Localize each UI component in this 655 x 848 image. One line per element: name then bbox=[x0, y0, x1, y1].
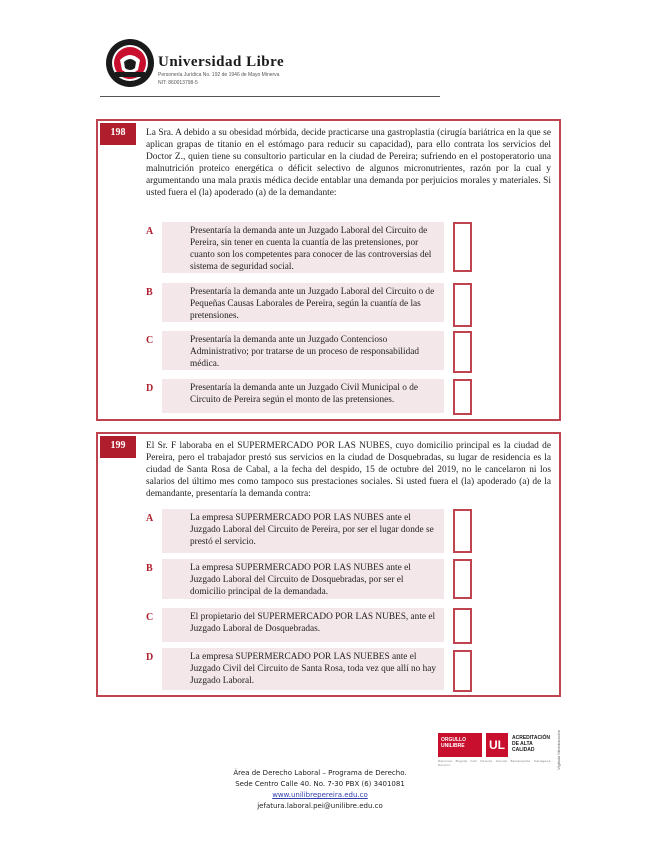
option-letter: A bbox=[146, 226, 154, 237]
option-letter: D bbox=[146, 652, 154, 663]
option-text: La empresa SUPERMERCADO POR LAS NUBES ante el Juzgado Laboral del Circuito de Dosquebradas, por ser el domicilio principal de la demandada. bbox=[190, 563, 411, 597]
campuses-line: Nacional · Bogotá · Cali · Pereira · Cúcuta · Barranquilla · Cartagena · Socorro bbox=[438, 759, 553, 767]
question-199 bbox=[96, 432, 561, 697]
option-a[interactable] bbox=[146, 509, 444, 553]
footer-area: Área de Derecho Laboral – Programa de Derecho. bbox=[233, 769, 407, 777]
option-letter: D bbox=[146, 383, 154, 394]
brand-name: Universidad Libre bbox=[158, 54, 285, 70]
university-seal-logo bbox=[105, 38, 155, 88]
answer-box-a[interactable] bbox=[453, 222, 472, 272]
answer-box-d[interactable] bbox=[453, 650, 472, 692]
option-a[interactable] bbox=[146, 222, 444, 273]
page-footer bbox=[190, 768, 450, 812]
accreditation-logo bbox=[512, 735, 556, 753]
option-b[interactable] bbox=[146, 559, 444, 599]
accreditation-line2: DE ALTA CALIDAD bbox=[512, 741, 535, 753]
brand-sub-line1: Personería Jurídica No. 192 de 1946 de Mayo Minerva bbox=[158, 72, 280, 78]
footer-email[interactable]: jefatura.laboral.pei@unilibre.edu.co bbox=[257, 802, 383, 810]
page-header bbox=[100, 34, 440, 100]
question-text: El Sr. F laboraba en el SUPERMERCADO POR LAS NUBES, cuyo domicilio principal es la ciudad de Pereira, pero el trabajador prestó sus servicios en la ciudad de Dosquebradas, su lugar de residencia es la ciudad de Santa Rosa de Cabal, a la fecha del despido, 15 de octubre del 2019, no le cancelaron ni los salarios del último mes como tampoco sus prestaciones sociales. Si usted fuera el (la) apoderado (a) de la demandante, presentaría la demanda contra: bbox=[146, 441, 551, 500]
option-letter: C bbox=[146, 335, 154, 346]
option-d[interactable] bbox=[146, 648, 444, 690]
option-c[interactable] bbox=[146, 331, 444, 370]
accreditation-line1: ACREDITACIÓN bbox=[512, 735, 550, 741]
answer-box-d[interactable] bbox=[453, 379, 472, 415]
question-text: La Sra. A debido a su obesidad mórbida, decide practicarse una gastroplastia (cirugía bariátrica en la que se aplican grapas de titanio en el estómago para reducir su capacidad), para ello contrata los servicios del Doctor Z., quien tiene su consultorio particular en la ciudad de Pereira; sufriendo en el postoperatorio una malnutrición proteico energética o déficit selectivo de algunos micronutrientes, razón por la cual y argumentando una mala praxis médica decide entablar una demanda por perjuicios morales y materiales. Si usted fuera el (la) apoderado (a) de la demandante: bbox=[146, 128, 551, 199]
answer-box-b[interactable] bbox=[453, 559, 472, 599]
option-letter: A bbox=[146, 513, 154, 524]
answer-box-c[interactable] bbox=[453, 608, 472, 644]
footer-address: Sede Centro Calle 40. No. 7-30 PBX (6) 3401081 bbox=[235, 780, 405, 788]
option-d[interactable] bbox=[146, 379, 444, 413]
option-letter: B bbox=[146, 563, 153, 574]
ul-logo: UL bbox=[486, 733, 508, 757]
answer-box-c[interactable] bbox=[453, 331, 472, 373]
option-text: Presentaría la demanda ante un Juzgado Contencioso Administrativo; por tratarse de un proceso de responsabilidad médica. bbox=[190, 335, 420, 369]
brand-sub-line2: NIT: 860013798-5 bbox=[158, 80, 198, 86]
question-number: 198 bbox=[100, 123, 136, 145]
footer-website-link[interactable]: www.unilibrepereira.edu.co bbox=[272, 791, 368, 799]
option-letter: B bbox=[146, 287, 153, 298]
option-c[interactable] bbox=[146, 608, 444, 642]
option-b[interactable] bbox=[146, 283, 444, 322]
footer-logos bbox=[438, 733, 556, 767]
orgullo-unilibre-logo: ORGULLO UNILIBRE bbox=[438, 733, 482, 757]
question-198 bbox=[96, 119, 561, 421]
option-letter: C bbox=[146, 612, 154, 623]
option-text: La empresa SUPERMERCADO POR LAS NUBES ante el Juzgado Laboral del Circuito de Pereira, por ser el lugar donde se prestó el servicio. bbox=[190, 513, 434, 547]
option-text: Presentaría la demanda ante un Juzgado Laboral del Circuito o de Pequeñas Causas Laborales de Pereira, según la cuantía de las pretensiones. bbox=[190, 287, 435, 321]
vigilada-label: Vigilada Mineducación bbox=[556, 730, 561, 770]
header-divider bbox=[100, 96, 440, 97]
option-text: Presentaría la demanda ante un Juzgado Laboral del Circuito de Pereira, sin tener en cuenta la cuantía de las pretensiones, por cuanto son los competentes para conocer de las controversias del sistema de seguridad social. bbox=[190, 226, 432, 272]
answer-box-b[interactable] bbox=[453, 283, 472, 327]
option-text: El propietario del SUPERMERCADO POR LAS NUBES, ante el Juzgado Laboral de Dosquebradas. bbox=[190, 612, 436, 634]
option-text: La empresa SUPERMERCADO POR LAS NUEBES ante el Juzgado Civil del Circuito de Santa Rosa, toda vez que allí no hay Juzgado Laboral. bbox=[190, 652, 437, 686]
brand-block bbox=[158, 54, 284, 87]
question-number: 199 bbox=[100, 436, 136, 458]
answer-box-a[interactable] bbox=[453, 509, 472, 553]
option-text: Presentaría la demanda ante un Juzgado Civil Municipal o de Circuito de Pereira según el monto de las pretensiones. bbox=[190, 383, 418, 405]
